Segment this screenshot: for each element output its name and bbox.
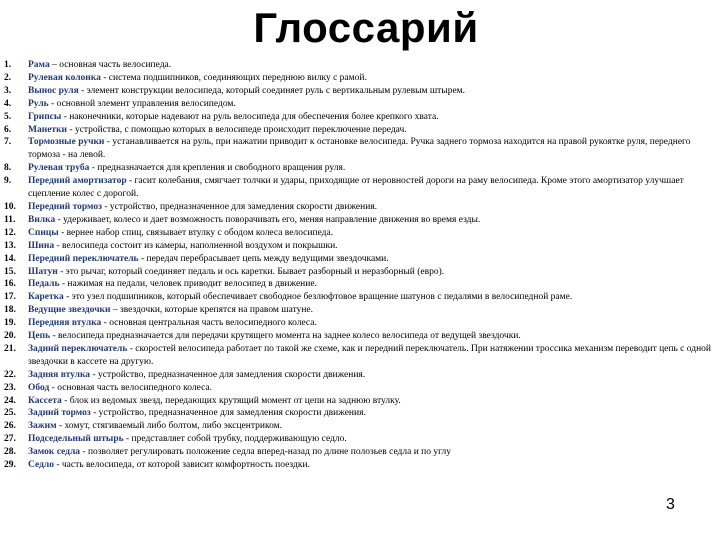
glossary-term: Кассета (28, 395, 62, 406)
glossary-definition: - часть велосипеда, от которой зависит комфортность поездки. (53, 460, 310, 471)
glossary-definition: - передач перебрасывает цепь между ведущими звездочками. (138, 253, 389, 264)
item-number: 20. (4, 331, 16, 342)
item-number: 2. (4, 72, 12, 83)
glossary-term: Рулевая труба (28, 163, 90, 174)
glossary-term: Вынос руля (28, 85, 79, 96)
glossary-item (4, 162, 716, 175)
glossary-term: Руль (28, 98, 49, 109)
item-number: 14. (4, 253, 16, 264)
item-number: 18. (4, 305, 16, 316)
item-number: 23. (4, 382, 16, 393)
glossary-definition: - устройство, предназначенное для замедления скорости движения. (90, 369, 366, 380)
item-number: 15. (4, 266, 16, 277)
glossary-term: Передний тормоз (28, 201, 102, 212)
glossary-item (4, 433, 716, 446)
glossary-definition: - основная часть велосипедного колеса. (49, 382, 213, 393)
glossary-term: Замок седла (28, 447, 81, 458)
glossary-item (4, 343, 716, 369)
item-number: 21. (4, 343, 16, 354)
glossary-term: Седло (28, 460, 54, 471)
glossary-item (4, 59, 716, 72)
glossary-term: Ведущие звездочки (28, 305, 111, 316)
glossary-definition: - это узел подшипников, который обеспечивает свободное безлюфтовое вращение шатунов с педалями в велосипедной раме. (63, 292, 573, 303)
glossary-item (4, 446, 716, 459)
glossary-definition: - велосипеда предназначается для передачи крутящего момента на заднее колесо велосипеда от ведущей звездочки. (50, 331, 521, 342)
item-number: 22. (4, 369, 16, 380)
glossary-definition: - удерживает, колесо и дает возможность поворачивать его, меняя направление движения во время езды. (55, 214, 481, 225)
glossary-definition: - предназначается для крепления и свободного вращения руля. (89, 163, 346, 174)
item-number: 9. (4, 176, 12, 187)
item-number: 16. (4, 279, 16, 290)
glossary-definition: - основная центральная часть велосипедного колеса. (101, 318, 317, 329)
item-number: 26. (4, 421, 16, 432)
glossary-term: Цепь (28, 331, 51, 342)
glossary-term: Педаль (28, 279, 60, 290)
glossary-item (4, 382, 716, 395)
glossary-definition: - система подшипников, соединяющих переднюю вилку с рамой. (100, 72, 367, 83)
glossary-definition: – звездочки, которые крепятся на правом шатуне. (110, 305, 314, 316)
glossary-item (4, 201, 716, 214)
glossary-item (4, 214, 716, 227)
item-number: 11. (4, 214, 16, 225)
item-number: 12. (4, 227, 16, 238)
glossary-definition: - представляет собой трубку, поддерживающую седло. (123, 434, 347, 445)
glossary-definition: - позволяет регулировать положение седла вперед-назад по длине полозьев седла и по углу (80, 447, 452, 458)
item-number: 24. (4, 395, 16, 406)
glossary-term: Передний амортизатор (28, 176, 127, 187)
glossary-item (4, 240, 716, 253)
glossary-item (4, 395, 716, 408)
item-number: 5. (4, 111, 12, 122)
glossary-item (4, 111, 716, 124)
item-number: 8. (4, 163, 12, 174)
glossary-definition: - устройства, с помощью которых в велосипеде происходит переключение передач. (67, 124, 407, 135)
item-number: 29. (4, 460, 16, 471)
item-number: 3. (4, 85, 12, 96)
glossary-definition: - устройство, предназначенное для замедления скорости движения. (90, 408, 366, 419)
glossary-definition: – основная часть велосипеда. (49, 60, 172, 70)
item-number: 6. (4, 124, 12, 135)
glossary-term: Обод (28, 382, 50, 393)
glossary-term: Подседельный штырь (28, 434, 124, 445)
item-number: 28. (4, 447, 16, 458)
glossary-definition: - велосипеда состоит из камеры, наполненной воздухом и покрышки. (54, 240, 338, 251)
glossary-term: Шина (28, 240, 55, 251)
glossary-term: Рама (28, 60, 50, 70)
glossary-definition: - наконечники, которые надевают на руль велосипеда для обеспечения более крепкого хвата. (61, 111, 439, 122)
glossary-definition: - устройство, предназначенное для замедления скорости движения. (101, 201, 378, 212)
item-number: 19. (4, 318, 16, 329)
page-title: Глоссарий (253, 4, 479, 51)
glossary-definition: - скоростей велосипеда работает по такой же схеме, как и передний переключатель. При натяжении троссика механизм переводит цепь с одной звездочки в кассете на другую. (28, 343, 712, 367)
glossary-item (4, 369, 716, 382)
glossary-item (4, 407, 716, 420)
glossary-term: Передний переключатель (28, 253, 139, 264)
glossary-item (4, 459, 716, 472)
item-number: 7. (4, 137, 12, 148)
glossary-definition: - нажимая на педали, человек приводит велосипед в движение. (59, 279, 317, 290)
item-number: 4. (4, 98, 12, 109)
glossary-definition: - гасит колебания, смягчает толчки и удары, приходящие от неровностей дороги на раму велосипеда. Кроме этого амортизатор улучшает сцепление колес с дорогой. (28, 176, 684, 200)
glossary-term: Вилка (28, 214, 56, 225)
glossary-item (4, 291, 716, 304)
glossary-item (4, 175, 716, 201)
glossary-term: Задняя втулка (28, 369, 91, 380)
glossary-term: Зажим (28, 421, 57, 432)
item-number: 17. (4, 292, 16, 303)
item-number: 25. (4, 408, 16, 419)
glossary-term: Грипсы (28, 111, 62, 122)
glossary-definition: - устанавливается на руль, при нажатии приводит к остановке велосипеда. Ручка заднего тормоза находится на правой рукоятке руля, переднего тормоза - на левой. (28, 137, 691, 161)
glossary-list (4, 59, 716, 472)
glossary-term: Задний тормоз (28, 408, 91, 419)
glossary-item (4, 304, 716, 317)
item-number: 10. (4, 201, 16, 212)
glossary-item (4, 227, 716, 240)
glossary-definition: - вернее набор спиц, связывает втулку с ободом колеса велосипеда. (58, 227, 334, 238)
glossary-term: Манетки (28, 124, 68, 135)
glossary-item (4, 124, 716, 137)
item-number: 27. (4, 434, 16, 445)
item-number: 13. (4, 240, 16, 251)
glossary-term: Шатун (28, 266, 58, 277)
glossary-term: Передняя втулка (28, 318, 102, 329)
glossary-item (4, 136, 716, 162)
glossary-term: Рулевая колонка (28, 72, 101, 83)
glossary-item (4, 266, 716, 279)
glossary-item (4, 72, 716, 85)
glossary-item (4, 253, 716, 266)
glossary-item (4, 98, 716, 111)
glossary-item (4, 85, 716, 98)
glossary-item (4, 330, 716, 343)
glossary-definition: - основной элемент управления велосипедом. (48, 98, 236, 109)
glossary-term: Задний переключатель (28, 343, 128, 354)
glossary-definition: - блок из ведомых звезд, передающих крутящий момент от цепи на заднюю втулку. (61, 395, 401, 406)
glossary-item (4, 317, 716, 330)
glossary-definition: - хомут, стягиваемый либо болтом, либо эксцентриком. (56, 421, 283, 432)
glossary-term: Каретка (28, 292, 64, 303)
page-number: 3 (666, 496, 675, 513)
glossary-item (4, 420, 716, 433)
glossary-item (4, 278, 716, 291)
glossary-term: Спицы (28, 227, 59, 238)
glossary-definition: - элемент конструкции велосипеда, который соединяет руль с вертикальным рулевым штырем. (78, 85, 466, 96)
glossary-term: Тормозные ручки (28, 137, 105, 148)
item-number: 1. (4, 60, 12, 70)
glossary-definition: - это рычаг, который соединяет педаль и ось каретки. Бывает разборный и неразборный (евро). (57, 266, 445, 277)
